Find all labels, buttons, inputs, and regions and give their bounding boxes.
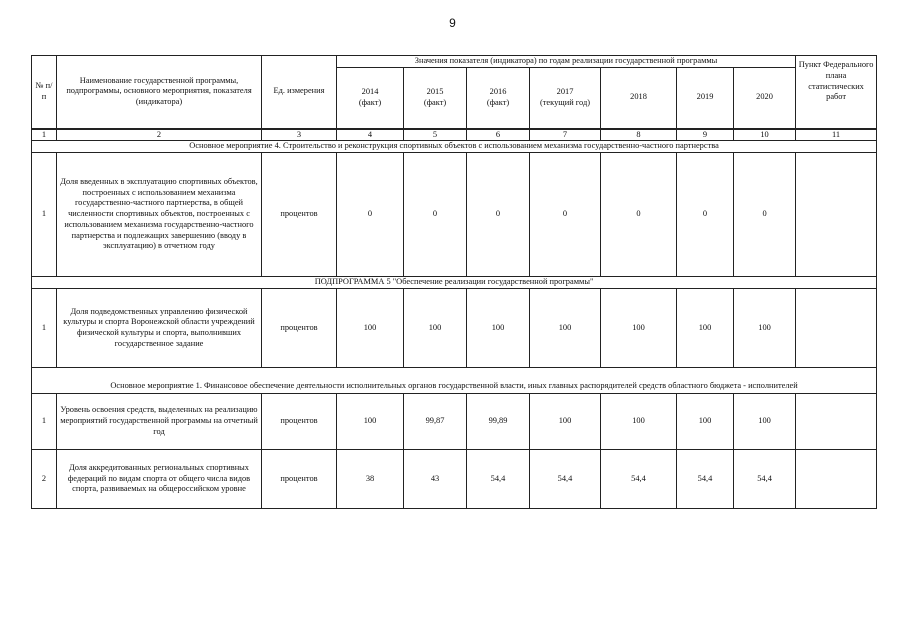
row-plan-item <box>796 450 877 509</box>
row-value: 0 <box>467 153 530 277</box>
row-plan-item <box>796 394 877 450</box>
table-row <box>32 289 877 368</box>
row-value: 54,4 <box>677 450 734 509</box>
section-row <box>32 141 877 153</box>
row-value: 100 <box>530 394 601 450</box>
header-plan-item: Пункт Федерального плана статистических работ <box>796 56 877 129</box>
row-value: 100 <box>467 289 530 368</box>
column-numbers-row <box>32 129 877 141</box>
col-number: 2 <box>57 129 262 141</box>
table-row <box>32 394 877 450</box>
row-value: 100 <box>337 289 404 368</box>
col-number: 7 <box>530 129 601 141</box>
row-unit: процентов <box>262 450 337 509</box>
row-value: 54,4 <box>734 450 796 509</box>
header-year-2014: 2014 (факт) <box>337 68 404 129</box>
col-number: 6 <box>467 129 530 141</box>
row-value: 0 <box>601 153 677 277</box>
section-row <box>32 277 877 289</box>
header-name: Наименование государственной программы, подпрограммы, основного мероприятия, показателя (индикатора) <box>57 56 262 129</box>
col-number: 10 <box>734 129 796 141</box>
col-number: 5 <box>404 129 467 141</box>
row-value: 38 <box>337 450 404 509</box>
row-value: 100 <box>404 289 467 368</box>
row-num: 1 <box>32 289 57 368</box>
header-unit: Ед. измерения <box>262 56 337 129</box>
row-value: 54,4 <box>601 450 677 509</box>
row-unit: процентов <box>262 289 337 368</box>
row-value: 100 <box>677 394 734 450</box>
row-unit: процентов <box>262 394 337 450</box>
header-values-group: Значения показателя (индикатора) по годам реализации государственной программы <box>337 56 796 68</box>
col-number: 3 <box>262 129 337 141</box>
row-value: 100 <box>530 289 601 368</box>
page-number: 9 <box>449 16 456 30</box>
row-value: 0 <box>337 153 404 277</box>
col-number: 9 <box>677 129 734 141</box>
section-title: ПОДПРОГРАММА 5 "Обеспечение реализации государственной программы" <box>32 277 877 289</box>
row-name: Доля подведомственных управлению физической культуры и спорта Воронежской области учреждений физической культуры и спорта, выполнивших государственное задание <box>57 289 262 368</box>
row-value: 100 <box>677 289 734 368</box>
col-number: 4 <box>337 129 404 141</box>
header-year-2018: 2018 <box>601 68 677 129</box>
indicators-table <box>31 55 877 509</box>
row-num: 1 <box>32 153 57 277</box>
row-value: 0 <box>677 153 734 277</box>
row-value: 99,87 <box>404 394 467 450</box>
header-year-2017: 2017 (текущий год) <box>530 68 601 129</box>
row-value: 100 <box>601 394 677 450</box>
row-value: 0 <box>530 153 601 277</box>
header-year-2019: 2019 <box>677 68 734 129</box>
col-number: 11 <box>796 129 877 141</box>
row-plan-item <box>796 153 877 277</box>
row-value: 100 <box>337 394 404 450</box>
row-plan-item <box>796 289 877 368</box>
row-value: 100 <box>734 394 796 450</box>
table-row <box>32 450 877 509</box>
section-title: Основное мероприятие 1. Финансовое обеспечение деятельности исполнительных органов государственной власти, иных главных распорядителей средств областного бюджета - исполнителей <box>32 368 877 394</box>
header-num: № п/п <box>32 56 57 129</box>
col-number: 8 <box>601 129 677 141</box>
row-value: 54,4 <box>467 450 530 509</box>
row-value: 100 <box>601 289 677 368</box>
row-value: 0 <box>734 153 796 277</box>
table-row <box>32 153 877 277</box>
header-year-2015: 2015 (факт) <box>404 68 467 129</box>
row-name: Доля введенных в эксплуатацию спортивных объектов, построенных с использованием механизма государственно-частного партнерства, в общей численности спортивных объектов, построенных с использованием механизма государственно-частного партнерства и подлежащих завершению (вводу в эксплуатацию) в отчетном году <box>57 153 262 277</box>
row-unit: процентов <box>262 153 337 277</box>
row-name: Доля аккредитованных региональных спортивных федераций по видам спорта от общего числа видов спорта, развиваемых на общероссийском уровне <box>57 450 262 509</box>
row-value: 43 <box>404 450 467 509</box>
row-name: Уровень освоения средств, выделенных на реализацию мероприятий государственной программы на отчетный год <box>57 394 262 450</box>
row-value: 100 <box>734 289 796 368</box>
section-row <box>32 368 877 394</box>
row-num: 2 <box>32 450 57 509</box>
section-title: Основное мероприятие 4. Строительство и реконструкция спортивных объектов с использованием механизма государственно-частного партнерства <box>32 141 877 153</box>
header-row-top <box>32 56 877 68</box>
header-year-2016: 2016 (факт) <box>467 68 530 129</box>
row-value: 0 <box>404 153 467 277</box>
header-year-2020: 2020 <box>734 68 796 129</box>
row-value: 54,4 <box>530 450 601 509</box>
col-number: 1 <box>32 129 57 141</box>
row-num: 1 <box>32 394 57 450</box>
row-value: 99,89 <box>467 394 530 450</box>
